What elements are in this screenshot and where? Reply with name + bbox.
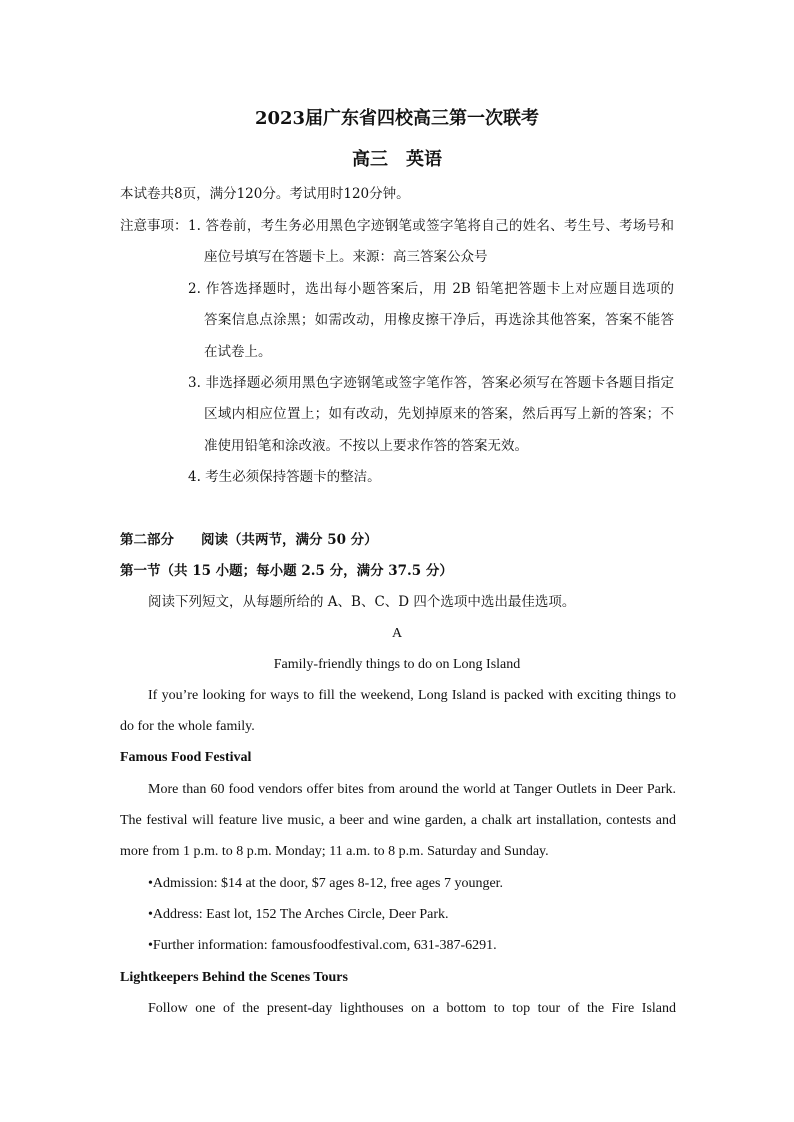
- notice-item-1-cont: 座位号填写在答题卡上。来源：高三答案公众号: [204, 249, 488, 265]
- notice-item-3-cont: 区域内相应位置上；如有改动，先划掉原来的答案，然后再写上新的答案；不: [204, 406, 674, 422]
- event-food-desc-1: More than 60 food vendors offer bites from around the world at Tanger Outlets in Deer Park.: [148, 782, 676, 797]
- notice-label: 注意事项：: [120, 218, 188, 234]
- notice-item-1: 1. 答卷前，考生务必用黑色字迹钢笔或签字笔将自己的姓名、考生号、考场号和: [188, 218, 674, 234]
- event-food-desc-2: The festival will feature live music, a beer and wine garden, a chalk art installation, contests and: [120, 813, 676, 828]
- notice-item-3-end: 准使用铅笔和涂改液。不按以上要求作答的答案无效。: [204, 438, 528, 454]
- exam-intro: 本试卷共8页，满分120分。考试用时120分钟。: [120, 186, 410, 202]
- event-food-info: •Further information: famousfoodfestival.com, 631-387-6291.: [148, 938, 497, 953]
- notice-item-2-end: 在试卷上。: [204, 344, 272, 360]
- event-food-admission: •Admission: $14 at the door, $7 ages 8-12, free ages 7 younger.: [148, 876, 504, 891]
- passage-intro: If you’re looking for ways to fill the weekend, Long Island is packed with exciting things to: [148, 688, 676, 703]
- notice-item-3: 3. 非选择题必须用黑色字迹钢笔或签字笔作答，答案必须写在答题卡各题目指定: [188, 375, 674, 391]
- reading-instruction: 阅读下列短文，从每题所给的 A、B、C、D 四个选项中选出最佳选项。: [148, 594, 576, 610]
- notice-item-4: 4. 考生必须保持答题卡的整洁。: [188, 469, 381, 485]
- part2-heading: 第二部分 阅读（共两节，满分 50 分）: [120, 532, 378, 548]
- passage-intro-cont: do for the whole family.: [120, 719, 255, 734]
- event-food-desc-3: more from 1 p.m. to 8 p.m. Monday; 11 a.m. to 8 p.m. Saturday and Sunday.: [120, 844, 549, 859]
- event-lighthouse-desc-1: Follow one of the present-day lighthouses on a bottom to top tour of the Fire Island: [148, 1001, 676, 1016]
- passage-letter: A: [391, 626, 403, 641]
- exam-subtitle: 高三 英语: [352, 149, 442, 170]
- exam-title: 2023届广东省四校高三第一次联考: [254, 108, 540, 129]
- passage-title: Family-friendly things to do on Long Island: [273, 657, 521, 672]
- event-heading-food-festival: Famous Food Festival: [120, 750, 252, 765]
- event-heading-lighthouse-tours: Lightkeepers Behind the Scenes Tours: [120, 970, 348, 985]
- event-food-address: •Address: East lot, 152 The Arches Circle, Deer Park.: [148, 907, 449, 922]
- notice-item-2: 2. 作答选择题时，选出每小题答案后，用 2B 铅笔把答题卡上对应题目选项的: [188, 281, 674, 297]
- notice-item-2-cont: 答案信息点涂黑；如需改动，用橡皮擦干净后，再选涂其他答案，答案不能答: [204, 312, 674, 328]
- section1-heading: 第一节（共 15 小题；每小题 2.5 分，满分 37.5 分）: [120, 563, 453, 579]
